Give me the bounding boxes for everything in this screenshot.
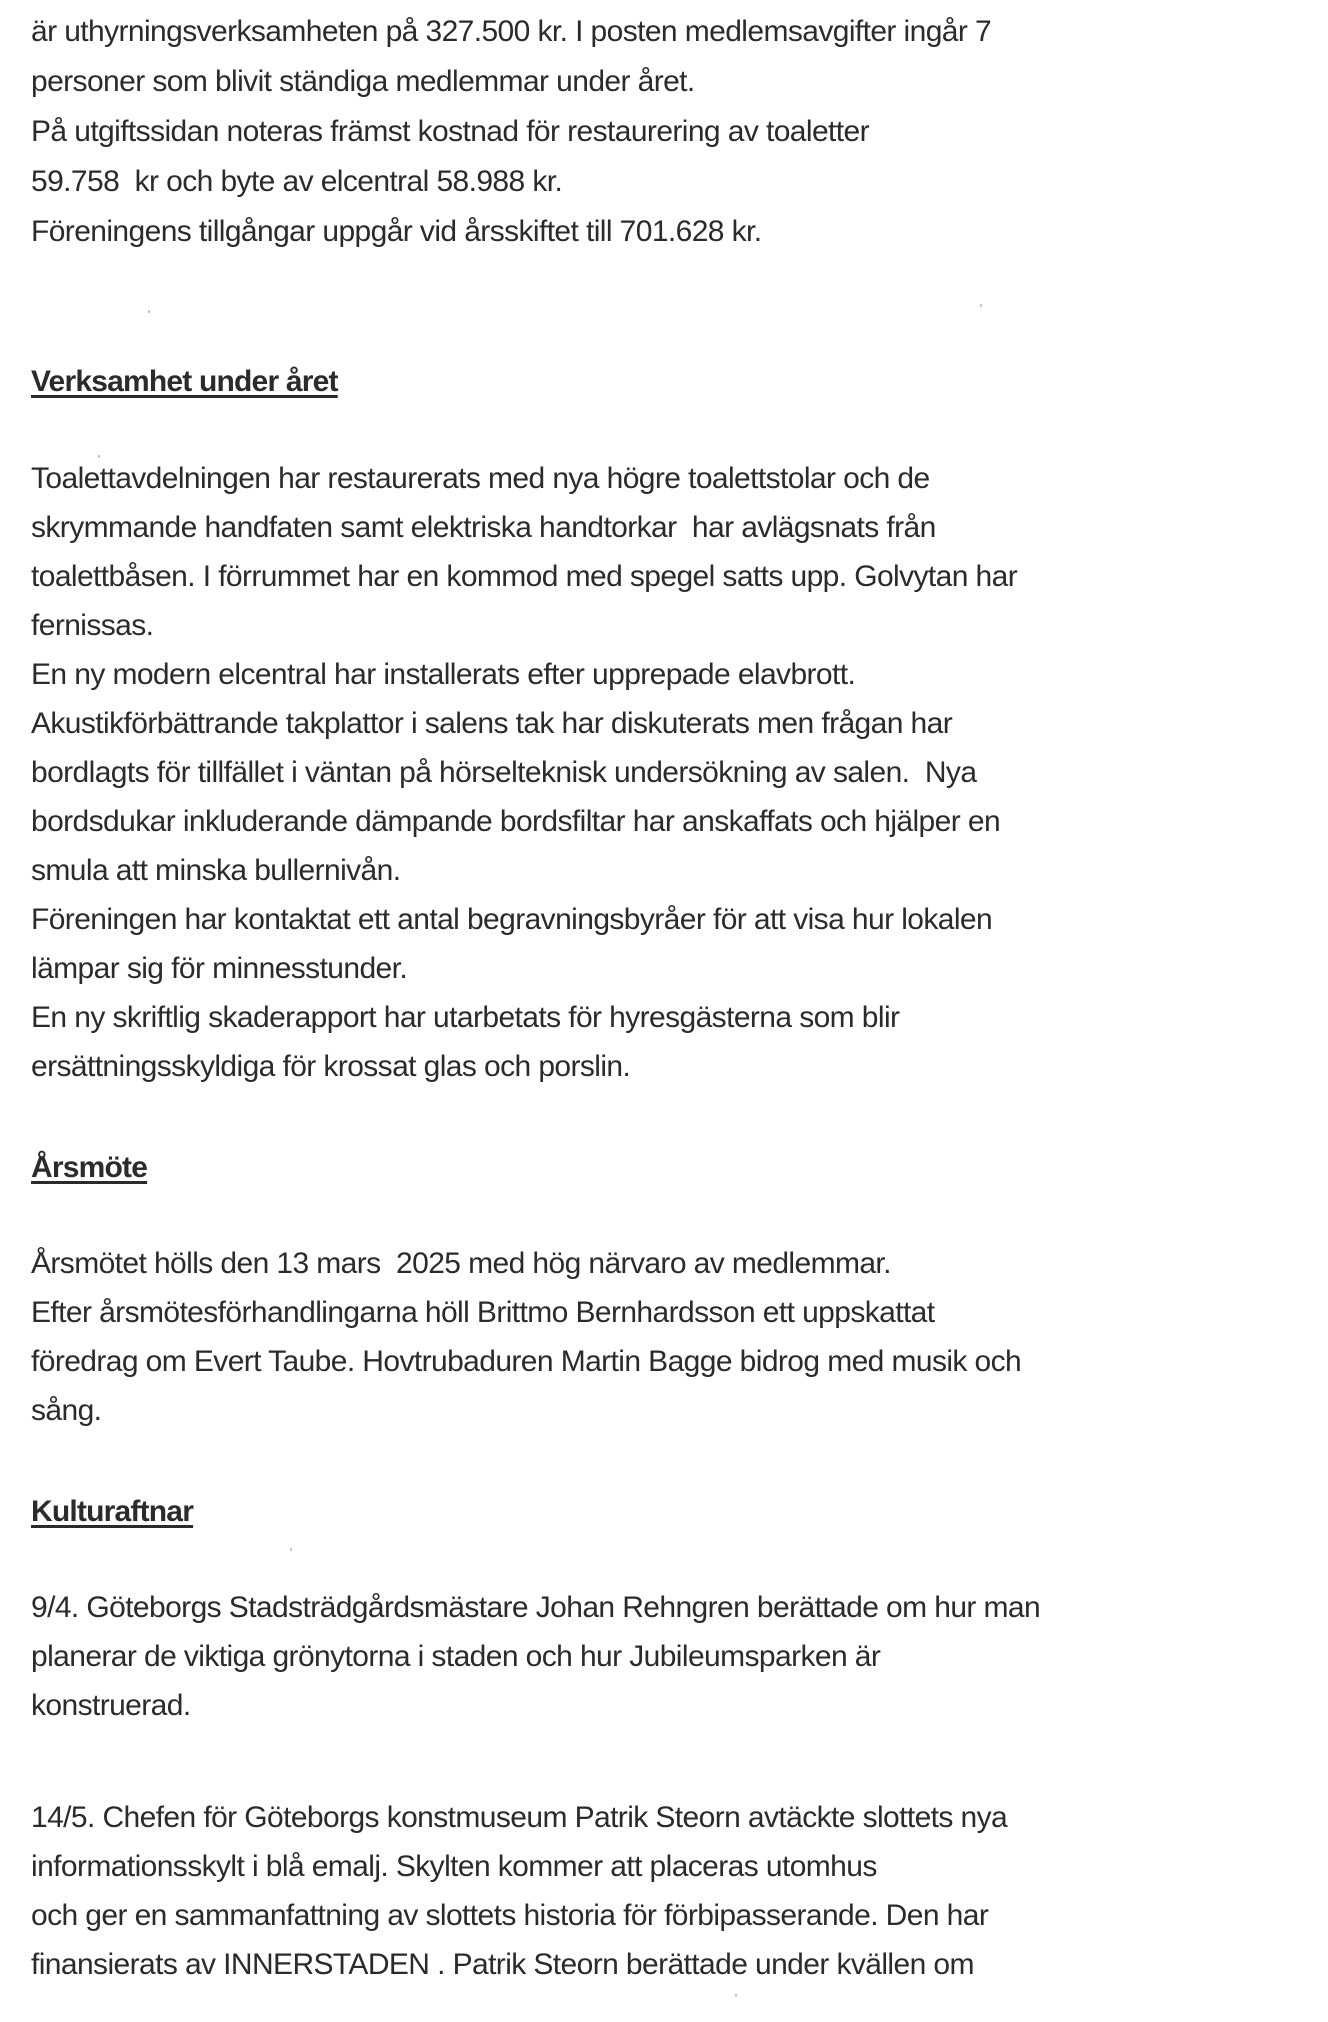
text-line: ersättningsskyldiga för krossat glas och porslin. (31, 1050, 631, 1083)
text-line: 59.758 kr och byte av elcentral 58.988 kr. (31, 165, 563, 198)
section-heading: Kulturaftnar (31, 1495, 194, 1528)
text-line: fernissas. (31, 609, 154, 642)
text-line: Toalettavdelningen har restaurerats med nya högre toalettstolar och de (31, 462, 930, 495)
text-line: och ger en sammanfattning av slottets historia för förbipasserande. Den har (31, 1899, 989, 1932)
text-line: Efter årsmötesförhandlingarna höll Brittmo Bernhardsson ett uppskattat (31, 1296, 935, 1329)
text-line: 9/4. Göteborgs Stadsträdgårdsmästare Johan Rehngren berättade om hur man (31, 1591, 1041, 1624)
text-line: En ny modern elcentral har installerats efter upprepade elavbrott. (31, 658, 856, 691)
text-line: skrymmande handfaten samt elektriska handtorkar har avlägsnats från (31, 511, 936, 544)
text-line: föredrag om Evert Taube. Hovtrubaduren Martin Bagge bidrog med musik och (31, 1345, 1022, 1378)
text-line: En ny skriftlig skaderapport har utarbetats för hyresgästerna som blir (31, 1001, 900, 1034)
scan-speck (980, 304, 982, 307)
section-heading: Verksamhet under året (31, 365, 338, 398)
text-line: lämpar sig för minnesstunder. (31, 952, 408, 985)
text-line: Föreningens tillgångar uppgår vid årsskiftet till 701.628 kr. (31, 215, 762, 248)
text-line: konstruerad. (31, 1689, 191, 1722)
text-line: finansierats av INNERSTADEN . Patrik Steorn berättade under kvällen om (31, 1948, 974, 1981)
section-heading: Årsmöte (31, 1151, 148, 1184)
text-line: På utgiftssidan noteras främst kostnad för restaurering av toaletter (31, 115, 869, 148)
text-line: bordsdukar inkluderande dämpande bordsfiltar har anskaffats och hjälper en (31, 805, 1001, 838)
text-line: planerar de viktiga grönytorna i staden och hur Jubileumsparken är (31, 1640, 881, 1673)
text-line: Akustikförbättrande takplattor i salens tak har diskuterats men frågan har (31, 707, 953, 740)
text-line: personer som blivit ständiga medlemmar under året. (31, 65, 695, 98)
text-line: smula att minska bullernivån. (31, 854, 401, 887)
text-line: toalettbåsen. I förrummet har en kommod med spegel satts upp. Golvytan har (31, 560, 1018, 593)
scan-speck (290, 1548, 292, 1551)
text-line: är uthyrningsverksamheten på 327.500 kr. I posten medlemsavgifter ingår 7 (31, 15, 992, 48)
scan-speck (148, 310, 150, 313)
text-line: sång. (31, 1394, 102, 1427)
text-line: informationsskylt i blå emalj. Skylten kommer att placeras utomhus (31, 1850, 877, 1883)
text-line: Årsmötet hölls den 13 mars 2025 med hög närvaro av medlemmar. (31, 1247, 891, 1280)
text-line: Föreningen har kontaktat ett antal begravningsbyråer för att visa hur lokalen (31, 903, 993, 936)
scan-speck (735, 1994, 737, 1997)
text-line: bordlagts för tillfället i väntan på hörselteknisk undersökning av salen. Nya (31, 756, 977, 789)
text-line: 14/5. Chefen för Göteborgs konstmuseum Patrik Steorn avtäckte slottets nya (31, 1801, 1008, 1834)
scan-speck (98, 455, 100, 458)
